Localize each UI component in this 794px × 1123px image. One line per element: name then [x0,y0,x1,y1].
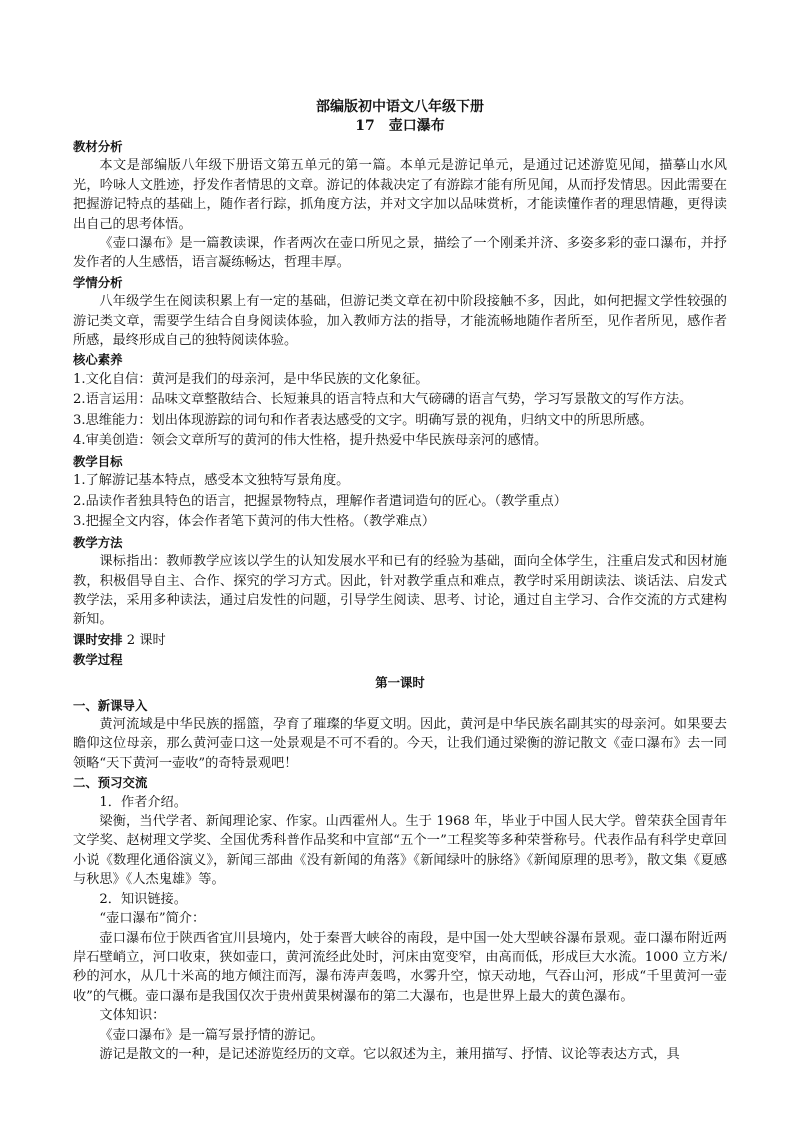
section-heading-schedule: 课时安排 [73,631,123,647]
list-item: 1.文化自信：黄河是我们的母亲河，是中华民族的文化象征。 [73,371,429,387]
part-heading-preview: 二、预习交流 [73,775,148,791]
list-item: 1.了解游记基本特点，感受本文独特写景角度。 [73,473,350,489]
section-heading-literacy: 核心素养 [73,352,123,368]
section-heading-process: 教学过程 [73,652,123,668]
document-title: 部编版初中语文八年级下册 [316,99,484,115]
schedule-line [73,630,727,650]
paragraph: 课标指出：教师教学应该以学生的认知发展水平和已有的经验为基础，面向全体学生，注重启发式和因材施教，积极倡导自主、合作、探究的学习方式。因此，针对教学重点和难点，教学时采用朗读法、谈话法、启发式教学法，采用多种读法，通过启发性的问题，引导学生阅读、思考、讨论，通过自主学习、合作交流的方式建构新知。 [73,554,727,628]
paragraph: 游记是散文的一种，是记述游览经历的文章。它以叙述为主，兼用描写、抒情、议论等表达方式，具 [99,1046,680,1062]
section-heading-materials: 教材分析 [73,139,123,154]
paragraph: 本文是部编版八年级下册语文第五单元的第一篇。本单元是游记单元，是通过记述游览见闻，描摹山水风光，吟咏人文胜迹，抒发作者情思的文章。游记的体裁决定了有游踪才能有所见闻，从而抒发情思。因此需要在把握游记特点的基础上，随作者行踪，抓角度方法，并对文字加以品味赏析，才能读懂作者的理思情趣，更得读出自己的思考体悟。 [73,158,727,232]
schedule-value: 2 课时 [122,632,166,648]
list-item: 2.品读作者独具特色的语言，把握景物特点，理解作者遣词造句的匠心。（教学重点） [73,493,567,509]
paragraph: 《壶口瀑布》是一篇教读课，作者两次在壶口所见之景，描绘了一个刚柔并济、多姿多彩的壶口瀑布，并抒发作者的人生感悟，语言凝练畅达，哲理丰厚。 [73,236,727,271]
label: “壶口瀑布”简介： [99,911,206,927]
paragraph: 八年级学生在阅读积累上有一定的基础，但游记类文章在初中阶段接触不多，因此，如何把握文学性较强的游记类文章，需要学生结合自身阅读体验，加入教师方法的指导，才能流畅地随作者所至，见作者所见，感作者所感，最终形成自己的独特阅读体验。 [73,294,727,349]
list-item: 2.语言运用：品味文章整散结合、长短兼具的语言特点和大气磅礴的语言气势，学习写景散文的写作方法。 [73,392,693,408]
list-item: 3.把握全文内容，体会作者笔下黄河的伟大性格。（教学难点） [73,514,436,530]
list-item: 4.审美创造：领会文章所写的黄河的伟大性格，提升热爱中华民族母亲河的感情。 [73,433,548,449]
paragraph: 《壶口瀑布》是一篇写景抒情的游记。 [99,1027,324,1043]
lesson-session-title: 第一课时 [375,674,425,690]
list-item: 3.思维能力：划出体现游踪的词句和作者表达感受的文字。明确写景的视角，归纳文中的所思所感。 [73,412,653,428]
part-heading-intro: 一、新课导入 [73,697,148,713]
lesson-title: 17 壶口瀑布 [355,118,445,134]
section-heading-goals: 教学目标 [73,453,123,469]
section-heading-methods: 教学方法 [73,534,123,550]
subheading: 2．知识链接。 [99,891,187,907]
label: 文体知识： [99,1008,166,1024]
paragraph: 壶口瀑布位于陕西省宜川县境内，处于秦晋大峡谷的南段，是中国一处大型峡谷瀑布景观。壶口瀑布附近两岸石壁峭立，河口收束，狭如壶口，黄河流经此处时，河床由宽变窄，由高而低，形成巨大水流。1000 立方米/秒的河水，从几十米高的地方倾注而泻，瀑布涛声轰鸣，水雾升空，惊天动地，气吞山河，形成“千里黄河一壶收”的气概。壶口瀑布是我国仅次于贵州黄果树瀑布的第二大瀑布，也是世界上最大的黄色瀑布。 [73,930,727,1004]
paragraph: 黄河流域是中华民族的摇篮，孕育了璀璨的华夏文明。因此，黄河是中华民族名副其实的母亲河。如果要去瞻仰这位母亲，那么黄河壶口这一处景观是不可不看的。今天，让我们通过梁衡的游记散文《壶口瀑布》去一同领略“天下黄河一壶收”的奇特景观吧！ [73,717,727,771]
paragraph: 梁衡，当代学者、新闻理论家、作家。山西霍州人。生于 1968 年，毕业于中国人民大学。曾荣获全国青年文学奖、赵树理文学奖、全国优秀科普作品奖和中宣部“五个一”工程奖等多种荣誉称号。代表作品有科学史章回小说《数理化通俗演义》，新闻三部曲《没有新闻的角落》《新闻绿叶的脉络》《新闻原理的思考》，散文集《夏感与秋思》《人杰鬼雄》等。 [73,814,727,888]
document-page [73,97,727,1064]
subheading: 1．作者介绍。 [99,794,187,810]
section-heading-students: 学情分析 [73,274,123,290]
